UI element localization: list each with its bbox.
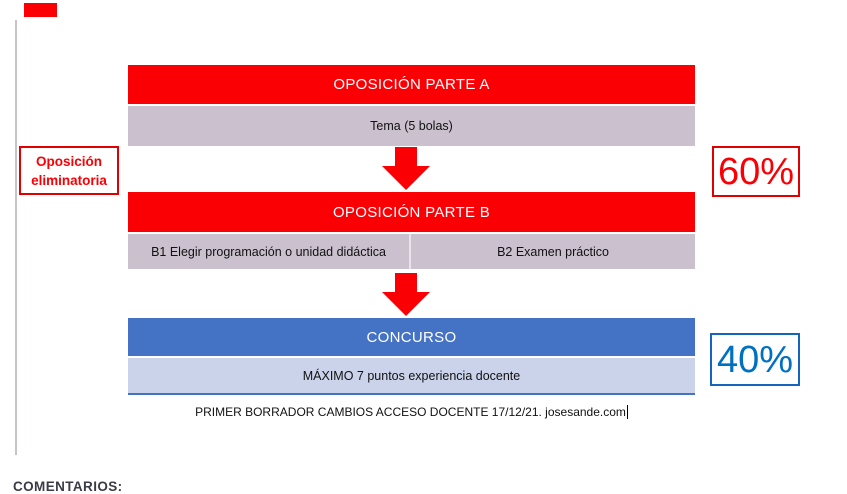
- slide-edge-line: [15, 20, 17, 455]
- oposicion-parte-b-title: OPOSICIÓN PARTE B: [332, 203, 491, 221]
- concurso-title: CONCURSO: [366, 328, 457, 346]
- percent-60-box[interactable]: [712, 146, 800, 197]
- side-label-line2: eliminatoria: [31, 173, 107, 188]
- down-arrow-icon[interactable]: [395, 273, 417, 293]
- cell-b2[interactable]: [411, 234, 695, 269]
- red-corner-shape: [24, 3, 57, 17]
- cell-b2-label: B2 Examen práctico: [497, 244, 609, 259]
- cell-b1[interactable]: [128, 234, 411, 269]
- cell-b1-label: B1 Elegir programación o unidad didáctica: [151, 244, 386, 259]
- concurso-header[interactable]: [128, 318, 695, 356]
- concurso-row[interactable]: [128, 358, 695, 395]
- side-label-line1: Oposición: [35, 154, 102, 169]
- down-arrow-icon[interactable]: [382, 292, 430, 316]
- percent-60-value: 60%: [717, 150, 795, 193]
- comentarios-label: COMENTARIOS:: [13, 479, 123, 494]
- down-arrow-icon[interactable]: [395, 147, 417, 167]
- oposicion-parte-a-title: OPOSICIÓN PARTE A: [333, 76, 490, 93]
- caption-text[interactable]: [128, 405, 695, 423]
- tema-row[interactable]: [128, 106, 695, 146]
- oposicion-parte-a-header[interactable]: [128, 65, 695, 104]
- parte-b-row: [128, 234, 695, 269]
- percent-40-box[interactable]: [710, 333, 800, 386]
- oposicion-eliminatoria-label-box[interactable]: [19, 146, 119, 195]
- caption-label: PRIMER BORRADOR CAMBIOS ACCESO DOCENTE 17/12/21. josesande.com: [195, 405, 626, 419]
- tema-row-label: Tema (5 bolas): [370, 119, 453, 133]
- text-cursor: [627, 405, 628, 419]
- concurso-row-label: MÁXIMO 7 puntos experiencia docente: [302, 368, 521, 383]
- percent-40-value: 40%: [716, 338, 794, 381]
- down-arrow-icon[interactable]: [382, 166, 430, 190]
- oposicion-parte-b-header[interactable]: [128, 192, 695, 232]
